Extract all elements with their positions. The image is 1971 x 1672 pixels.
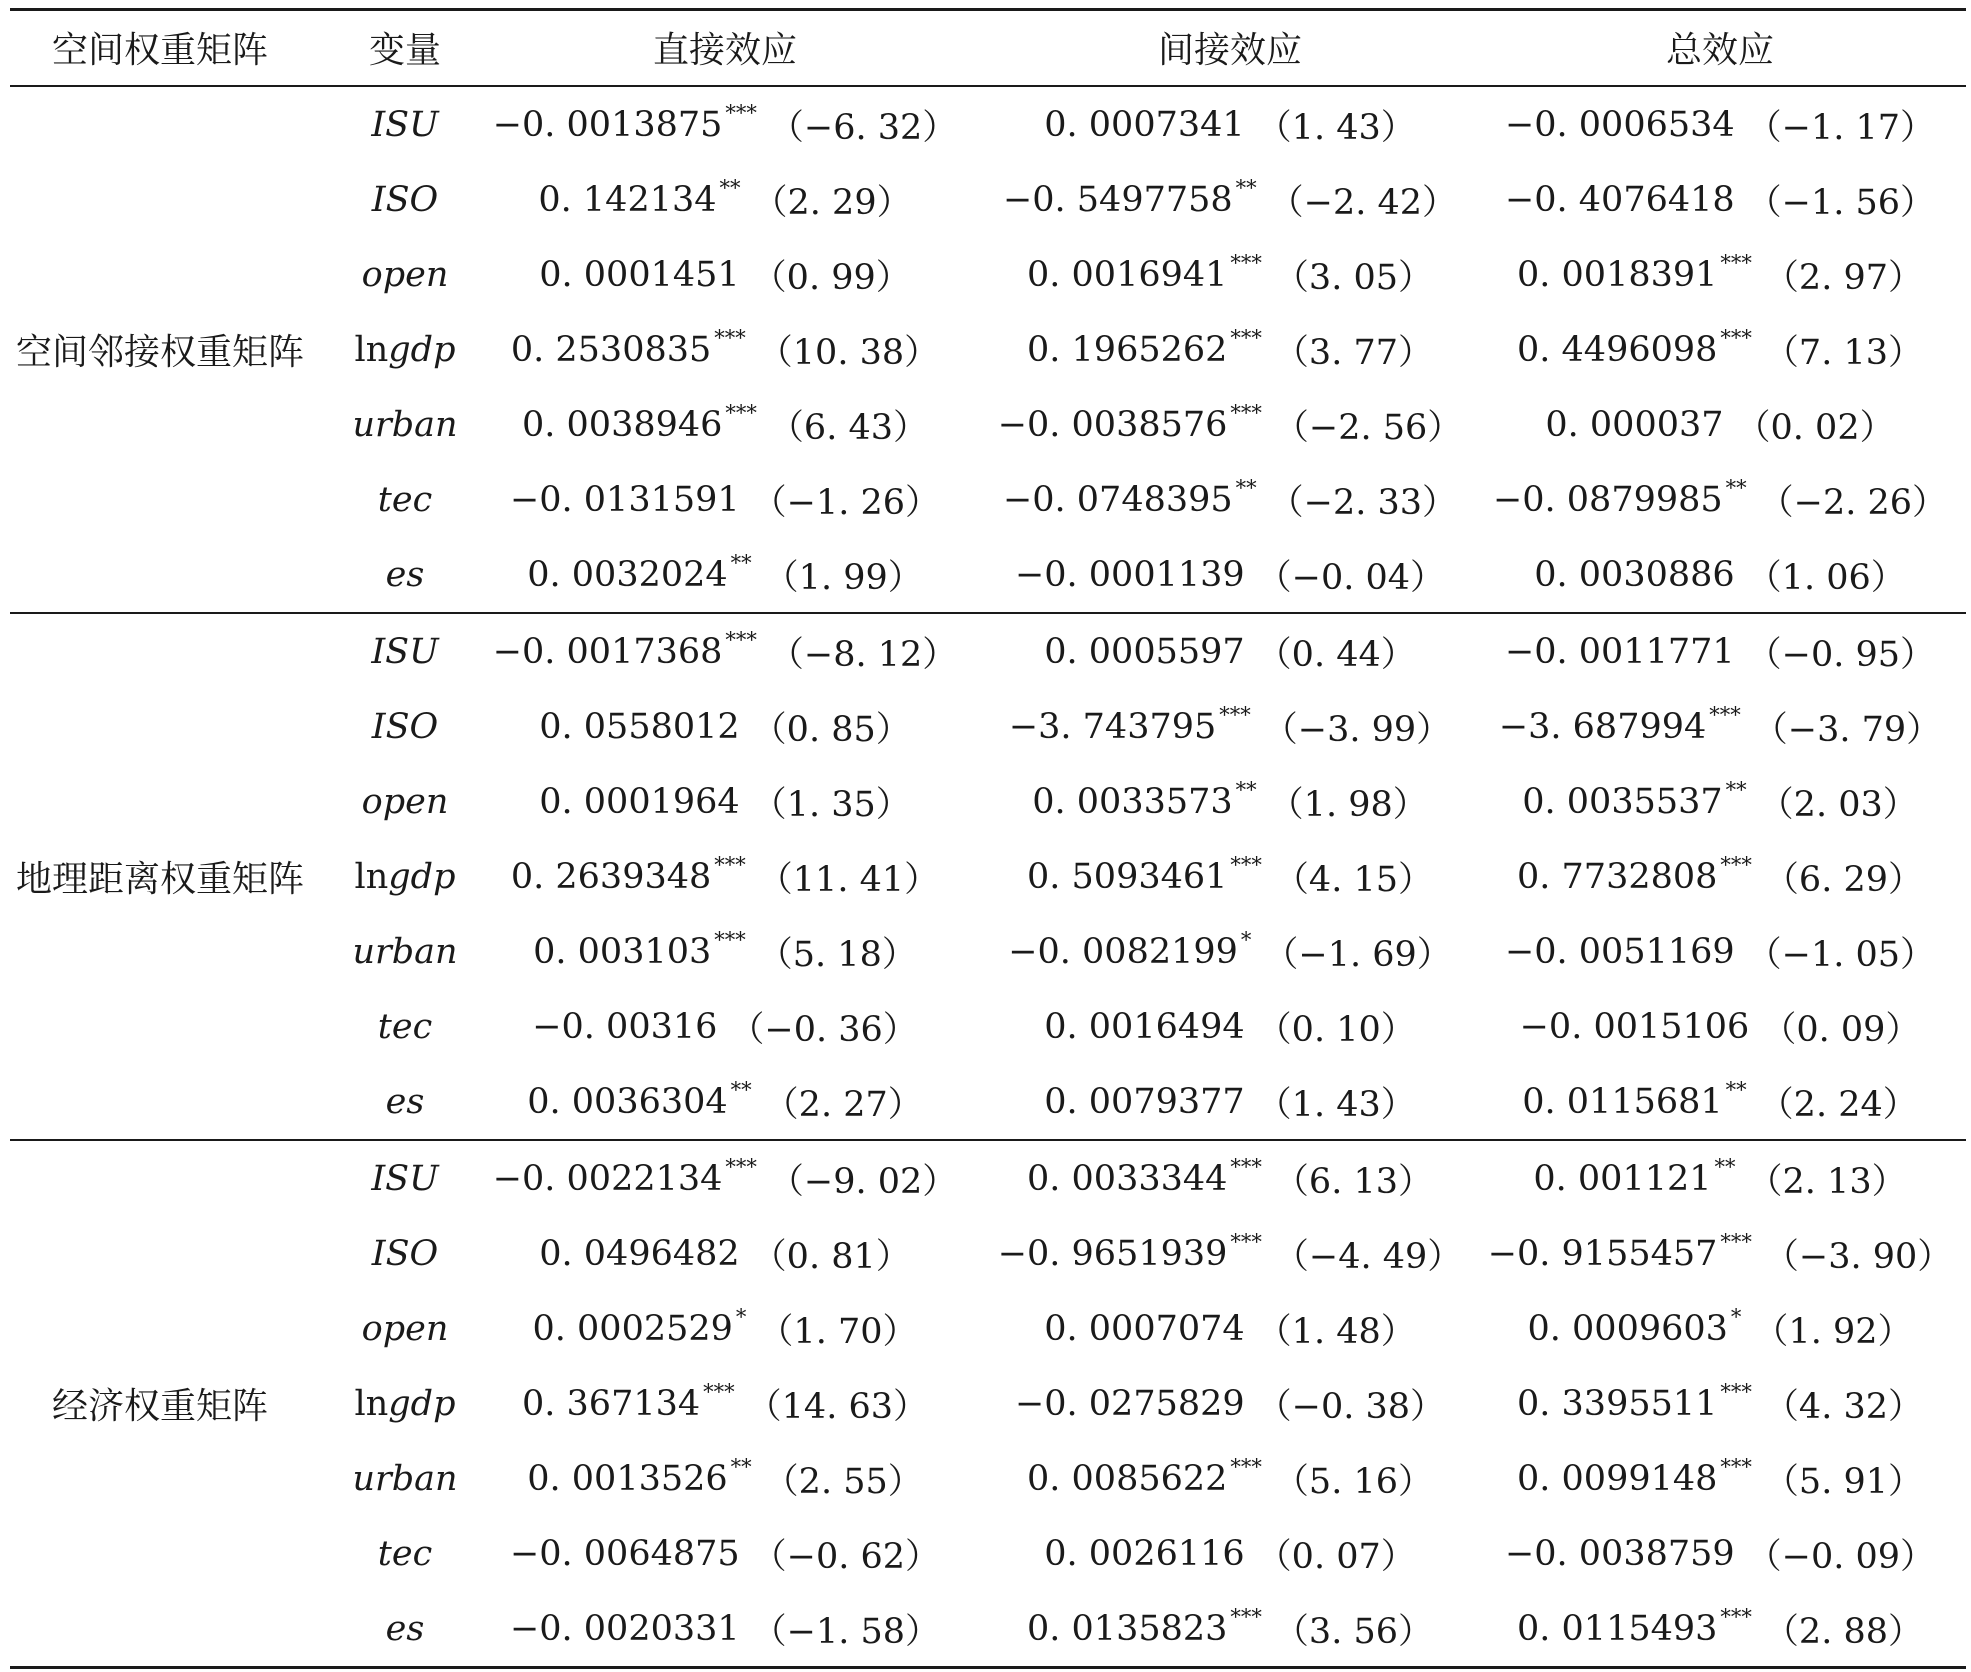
t-statistic: （0. 09） [1761,1009,1921,1050]
total-cell [1475,537,1965,612]
direct-cell [480,689,970,764]
matrix-group-label: 地理距离权重矩阵 [15,859,304,900]
variable-label: tec [377,479,433,520]
t-statistic: （1. 35） [751,784,911,825]
variable-prefix: ln [354,856,389,897]
t-statistic: （0. 81） [751,1236,911,1277]
direct-cell [480,764,970,839]
significance-stars: *** [1230,250,1262,275]
total-cell [1475,989,1965,1064]
t-statistic: （−2. 26） [1758,482,1948,523]
coefficient-value: −0. 0017368 [492,631,723,672]
coefficient-value: 0. 0036304 [527,1081,728,1122]
variable-label: es [385,1608,425,1649]
variable-name [345,462,465,537]
variable-name [345,614,465,689]
t-statistic: （1. 92） [1753,1311,1913,1352]
coefficient-value: 0. 2639348 [510,856,712,897]
coefficient-value: 0. 0001964 [539,781,740,822]
header-indirect-effect: 间接效应 [1157,30,1302,71]
coefficient-value: −0. 0011771 [1504,631,1735,672]
variable-name [345,387,465,462]
total-cell [1475,1591,1965,1666]
coefficient-value: 0. 0001451 [539,254,740,295]
t-statistic: （2. 03） [1758,784,1918,825]
variable-label: ISU [371,1158,439,1199]
direct-cell [480,162,970,237]
t-statistic: （−8. 12） [768,634,958,675]
t-statistic: （−0. 09） [1746,1536,1936,1577]
t-statistic: （1. 98） [1268,784,1428,825]
total-cell [1475,87,1965,162]
coefficient-value: 0. 3395511 [1517,1383,1718,1424]
t-statistic: （3. 56） [1273,1611,1433,1652]
indirect-cell [985,462,1475,537]
coefficient-value: −0. 0082199 [1008,931,1238,972]
coefficient-value: −3. 743795 [1008,706,1217,747]
variable-name [345,1516,465,1591]
coefficient-value: −0. 0015106 [1519,1006,1750,1047]
t-statistic: （5. 18） [757,934,917,975]
coefficient-value: 0. 2530835 [510,329,712,370]
direct-cell [480,1216,970,1291]
variable-name [345,162,465,237]
significance-stars: *** [1709,702,1741,727]
t-statistic: （2. 97） [1763,257,1923,298]
variable-name [345,914,465,989]
indirect-cell [985,1141,1475,1216]
coefficient-value: −0. 0006534 [1504,104,1735,145]
coefficient-value: 0. 0030886 [1534,554,1735,595]
coefficient-value: 0. 0035537 [1522,781,1723,822]
total-cell [1475,689,1965,764]
direct-cell [480,1366,970,1441]
t-statistic: （14. 63） [746,1386,928,1427]
direct-cell [480,1441,970,1516]
significance-stars: *** [703,1379,735,1404]
coefficient-value: −0. 0064875 [509,1533,740,1574]
direct-cell [480,237,970,312]
header-variable: 变量 [368,30,441,71]
t-statistic: （2. 55） [763,1461,923,1502]
variable-label: es [385,1081,425,1122]
significance-stars: ** [730,1454,752,1479]
t-statistic: （−1. 56） [1746,182,1936,223]
total-cell [1475,1366,1965,1441]
t-statistic: （−6. 32） [768,107,958,148]
coefficient-value: −0. 0022134 [492,1158,723,1199]
coefficient-value: 0. 0496482 [539,1233,740,1274]
coefficient-value: 0. 0018391 [1517,254,1718,295]
variable-label: gdp [388,856,456,897]
direct-cell [480,1516,970,1591]
significance-stars: *** [1720,1604,1752,1629]
total-cell [1475,764,1965,839]
total-cell [1475,462,1965,537]
coefficient-value: 0. 7732808 [1517,856,1718,897]
variable-label: tec [377,1533,433,1574]
indirect-cell [985,537,1475,612]
variable-name [345,1216,465,1291]
t-statistic: （1. 99） [763,557,923,598]
indirect-cell [985,914,1475,989]
coefficient-value: 0. 0558012 [539,706,740,747]
t-statistic: （5. 16） [1273,1461,1433,1502]
t-statistic: （6. 43） [768,407,928,448]
variable-label: open [361,1308,449,1349]
variable-name [345,1141,465,1216]
coefficient-value: −3. 687994 [1498,706,1707,747]
significance-stars: *** [725,1154,757,1179]
total-cell [1475,1441,1965,1516]
t-statistic: （0. 10） [1256,1009,1416,1050]
t-statistic: （−1. 17） [1746,107,1936,148]
t-statistic: （3. 77） [1273,332,1433,373]
header-direct-effect: 直接效应 [652,30,797,71]
variable-prefix: ln [354,329,389,370]
t-statistic: （0. 44） [1256,634,1416,675]
total-cell [1475,914,1965,989]
t-statistic: （−1. 58） [751,1611,941,1652]
t-statistic: （−2. 56） [1273,407,1463,448]
coefficient-value: 0. 003103 [533,931,712,972]
total-cell [1475,1516,1965,1591]
coefficient-value: −0. 00316 [532,1006,718,1047]
direct-cell [480,989,970,1064]
coefficient-value: 0. 0016494 [1044,1006,1245,1047]
coefficient-value: 0. 367134 [522,1383,701,1424]
t-statistic: （0. 02） [1735,407,1895,448]
t-statistic: （4. 15） [1273,859,1433,900]
direct-cell [480,1291,970,1366]
coefficient-value: 0. 5093461 [1027,856,1228,897]
t-statistic: （2. 88） [1763,1611,1923,1652]
variable-name [345,1291,465,1366]
t-statistic: （6. 29） [1763,859,1923,900]
coefficient-value: 0. 0032024 [527,554,728,595]
t-statistic: （−3. 90） [1763,1236,1953,1277]
coefficient-value: 0. 0013526 [527,1458,728,1499]
t-statistic: （4. 32） [1763,1386,1923,1427]
t-statistic: （0. 99） [751,257,911,298]
significance-stars: *** [714,927,746,952]
significance-stars: ** [719,175,741,200]
coefficient-value: 0. 0002529 [532,1308,733,1349]
direct-cell [480,1591,970,1666]
variable-name [345,1366,465,1441]
coefficient-value: −0. 0038759 [1504,1533,1735,1574]
indirect-cell [985,1216,1475,1291]
t-statistic: （1. 06） [1746,557,1906,598]
t-statistic: （5. 91） [1763,1461,1923,1502]
variable-name [345,1441,465,1516]
t-statistic: （6. 13） [1273,1161,1433,1202]
significance-stars: ** [1235,777,1257,802]
coefficient-value: −0. 5497758 [1002,179,1233,220]
indirect-cell [985,312,1475,387]
t-statistic: （1. 70） [758,1311,918,1352]
direct-cell [480,87,970,162]
significance-stars: ** [1725,1077,1747,1102]
indirect-cell [985,689,1475,764]
bottom-rule [10,1666,1966,1669]
variable-label: ISO [371,1233,439,1274]
t-statistic: （−1. 05） [1746,934,1936,975]
coefficient-value: −0. 0879985 [1492,479,1723,520]
significance-stars: ** [730,550,752,575]
indirect-cell [985,614,1475,689]
t-statistic: （−0. 36） [729,1009,918,1050]
t-statistic: （11. 41） [757,859,940,900]
significance-stars: *** [1230,1604,1262,1629]
indirect-cell [985,1366,1475,1441]
variable-name [345,1064,465,1139]
t-statistic: （−0. 62） [751,1536,941,1577]
significance-stars: ** [1725,475,1747,500]
variable-label: gdp [388,329,456,370]
significance-stars: ** [730,1077,752,1102]
direct-cell [480,1141,970,1216]
indirect-cell [985,162,1475,237]
variable-name [345,537,465,612]
direct-cell [480,312,970,387]
indirect-cell [985,1441,1475,1516]
significance-stars: ** [1235,175,1257,200]
total-cell [1475,1216,1965,1291]
coefficient-value: −0. 0275829 [1014,1383,1245,1424]
indirect-cell [985,839,1475,914]
coefficient-value: 0. 000037 [1545,404,1724,445]
significance-stars: *** [714,325,746,350]
significance-stars: *** [1720,1229,1752,1254]
matrix-group-label: 空间邻接权重矩阵 [15,332,304,373]
variable-label: tec [377,1006,433,1047]
coefficient-value: −0. 0131591 [509,479,740,520]
significance-stars: *** [1230,852,1262,877]
total-cell [1475,162,1965,237]
variable-label: urban [352,931,458,972]
significance-stars: *** [1720,852,1752,877]
t-statistic: （1. 43） [1256,1084,1416,1125]
coefficient-value: 0. 0005597 [1044,631,1245,672]
matrix-group-label: 经济权重矩阵 [51,1386,268,1427]
direct-cell [480,537,970,612]
direct-cell [480,462,970,537]
variable-label: open [361,254,449,295]
coefficient-value: −0. 0051169 [1504,931,1735,972]
coefficient-value: 0. 0038946 [522,404,723,445]
coefficient-value: −0. 9155457 [1487,1233,1718,1274]
t-statistic: （−3. 79） [1752,709,1942,750]
direct-cell [480,914,970,989]
t-statistic: （0. 85） [751,709,911,750]
coefficient-value: 0. 0085622 [1027,1458,1228,1499]
t-statistic: （7. 13） [1763,332,1923,373]
t-statistic: （10. 38） [757,332,940,373]
significance-stars: *** [714,852,746,877]
significance-stars: *** [1230,1154,1262,1179]
t-statistic: （−0. 38） [1256,1386,1446,1427]
significance-stars: *** [1219,702,1251,727]
coefficient-value: 0. 0115681 [1522,1081,1723,1122]
variable-label: ISU [371,631,439,672]
coefficient-value: −0. 0013875 [492,104,723,145]
variable-name [345,237,465,312]
t-statistic: （−1. 69） [1263,934,1452,975]
coefficient-value: 0. 0115493 [1517,1608,1718,1649]
significance-stars: *** [1230,1454,1262,1479]
variable-label: urban [352,404,458,445]
significance-stars: *** [725,627,757,652]
significance-stars: *** [1230,400,1262,425]
t-statistic: （3. 05） [1273,257,1433,298]
indirect-cell [985,1064,1475,1139]
significance-stars: *** [1720,1379,1752,1404]
significance-stars: *** [725,400,757,425]
significance-stars: *** [1720,250,1752,275]
significance-stars: *** [1230,1229,1262,1254]
coefficient-value: 0. 0033573 [1032,781,1233,822]
direct-cell [480,1064,970,1139]
indirect-cell [985,87,1475,162]
header-total-effect: 总效应 [1665,30,1774,71]
variable-label: urban [352,1458,458,1499]
variable-label: ISO [371,179,439,220]
coefficient-value: 0. 0135823 [1027,1608,1228,1649]
t-statistic: （2. 27） [763,1084,923,1125]
variable-label: ISO [371,706,439,747]
total-cell [1475,312,1965,387]
coefficient-value: −0. 0748395 [1002,479,1233,520]
total-cell [1475,387,1965,462]
t-statistic: （1. 48） [1256,1311,1416,1352]
t-statistic: （−2. 42） [1268,182,1458,223]
total-cell [1475,839,1965,914]
t-statistic: （−0. 04） [1256,557,1446,598]
coefficient-value: 0. 0099148 [1517,1458,1718,1499]
significance-stars: *** [1720,325,1752,350]
coefficient-value: −0. 9651939 [997,1233,1228,1274]
significance-stars: ** [1714,1154,1736,1179]
t-statistic: （1. 43） [1256,107,1416,148]
t-statistic: （0. 07） [1256,1536,1416,1577]
t-statistic: （−2. 33） [1268,482,1458,523]
indirect-cell [985,1516,1475,1591]
variable-label: open [361,781,449,822]
header-matrix: 空间权重矩阵 [51,30,268,71]
coefficient-value: 0. 4496098 [1517,329,1718,370]
indirect-cell [985,1291,1475,1366]
indirect-cell [985,1591,1475,1666]
variable-name [345,839,465,914]
coefficient-value: 0. 0079377 [1044,1081,1245,1122]
indirect-cell [985,387,1475,462]
significance-stars: * [735,1304,747,1329]
coefficient-value: 0. 001121 [1533,1158,1712,1199]
t-statistic: （−0. 95） [1746,634,1936,675]
direct-cell [480,614,970,689]
coefficient-value: 0. 0007074 [1044,1308,1245,1349]
coefficient-value: 0. 0026116 [1044,1533,1245,1574]
t-statistic: （−3. 99） [1262,709,1452,750]
coefficient-value: −0. 0001139 [1014,554,1245,595]
t-statistic: （2. 29） [752,182,912,223]
direct-cell [480,839,970,914]
variable-label: es [385,554,425,595]
variable-prefix: ln [354,1383,389,1424]
significance-stars: *** [1720,1454,1752,1479]
variable-name [345,312,465,387]
variable-name [345,1591,465,1666]
total-cell [1475,614,1965,689]
t-statistic: （−4. 49） [1273,1236,1463,1277]
coefficient-value: 0. 0009603 [1527,1308,1728,1349]
coefficient-value: 0. 0033344 [1027,1158,1228,1199]
t-statistic: （−1. 26） [751,482,941,523]
significance-stars: ** [1725,777,1747,802]
coefficient-value: −0. 0038576 [997,404,1228,445]
significance-stars: ** [1235,475,1257,500]
significance-stars: *** [1230,325,1262,350]
variable-name [345,689,465,764]
significance-stars: * [1240,927,1252,952]
total-cell [1475,1064,1965,1139]
total-cell [1475,1291,1965,1366]
coefficient-value: 0. 142134 [538,179,717,220]
indirect-cell [985,764,1475,839]
variable-label: ISU [371,104,439,145]
variable-name [345,989,465,1064]
total-cell [1475,1141,1965,1216]
coefficient-value: −0. 4076418 [1504,179,1735,220]
variable-name [345,87,465,162]
significance-stars: *** [725,100,757,125]
t-statistic: （2. 13） [1747,1161,1907,1202]
coefficient-value: −0. 0020331 [509,1608,740,1649]
t-statistic: （−9. 02） [768,1161,958,1202]
variable-name [345,764,465,839]
variable-label: gdp [388,1383,456,1424]
t-statistic: （2. 24） [1758,1084,1918,1125]
indirect-cell [985,989,1475,1064]
total-cell [1475,237,1965,312]
indirect-cell [985,237,1475,312]
coefficient-value: 0. 1965262 [1027,329,1228,370]
significance-stars: * [1730,1304,1742,1329]
coefficient-value: 0. 0016941 [1027,254,1228,295]
coefficient-value: 0. 0007341 [1044,104,1245,145]
direct-cell [480,387,970,462]
